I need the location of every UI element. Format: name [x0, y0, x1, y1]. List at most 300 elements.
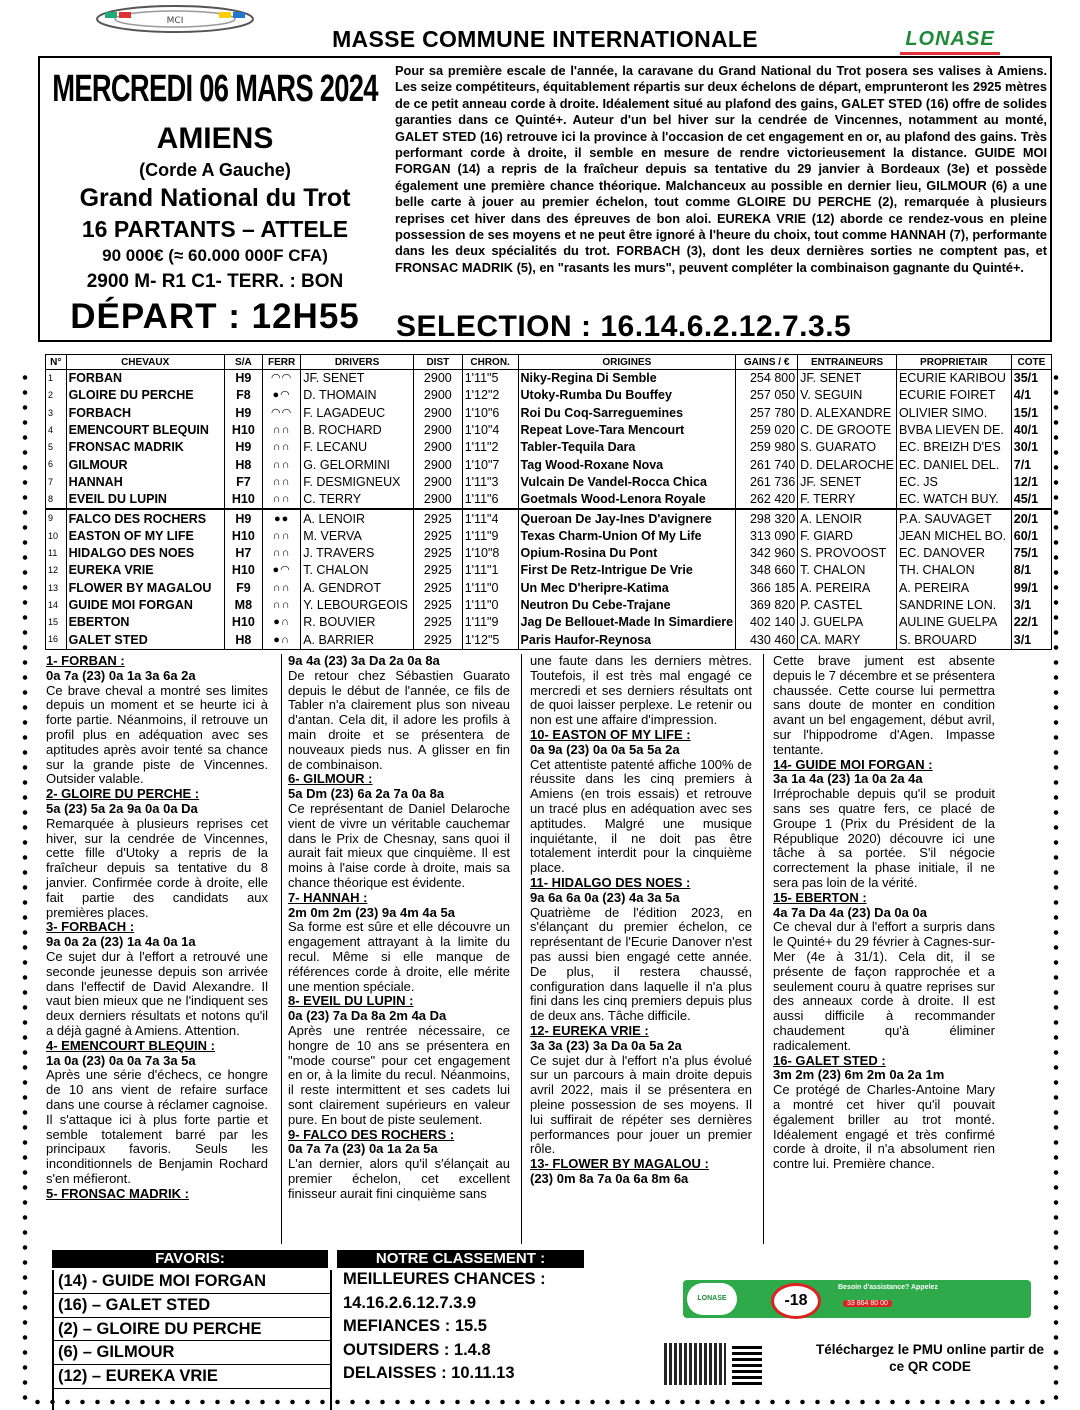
cell-chron: 1'11"9	[462, 528, 518, 545]
race-intro-text: Pour sa première escale de l'année, la caravane du Grand National du Trot posera ses valises à Amiens. Les seize compétiteurs, équitablement répartis sur deux échelons de départ, emprunteront les 2925 mètres de ce petit anneau corde à droite. Idéalement situé au plafond des gains, GALET STED (16) offre de solides garanties dans ce Quinté+. Auteur d'un bel hiver sur la cendrée de Vincennes, notamment au monté, GALET STED (16) retrouve ici la province à l'occasion de cet engagement en or, au plafond des gains. Très performant corde à droite, il semble en mesure de rendre victorieusement la distance. GUIDE MOI FORGAN (14) a repris de la fraîcheur depuis sa tentative du 29 janvier à Bordeaux (3e) et possède également une première chance théorique. Malchanceux au possible en dernier lieu, GILMOUR (6) a une belle carte à jouer au premier échelon, tout comme GLOIRE DU PERCHE (2), remarquée à plusieurs reprises cet hiver dans des épreuves de bon aloi. EUREKA VRIE (12) aborde ce rendez-vous en pleine possession de ses moyens et ne peut être ignoré à l'heure du choix, tout comme HANNAH (7), performante dans les deux spécialités du trot. FORBACH (3), dont les deux dernières sorties ne comptent pas, et FRONSAC MADRIK (5), en "rasants les murs", peuvent compléter la combinaison gagnante du Quinté+.	[395, 63, 1047, 275]
cell-owner: ECURIE FOIRET	[896, 387, 1011, 404]
cell-ferr: ●∩	[262, 631, 300, 649]
table-row	[46, 405, 1052, 422]
horse-form: 0a 7a (23) 0a 1a 3a 6a 2a	[46, 667, 196, 683]
cell-trainer: D. DELAROCHE	[798, 456, 897, 473]
cell-owner: OLIVIER SIMO.	[896, 405, 1011, 422]
cell-horse: FRONSAC MADRIK	[66, 439, 224, 456]
cell-n: 5	[46, 439, 67, 456]
horse-heading: 5- FRONSAC MADRIK :	[46, 1185, 189, 1201]
cell-dist: 2900	[413, 405, 462, 422]
cell-driver: A. BARRIER	[301, 631, 414, 649]
right-dot-border	[1053, 370, 1059, 1400]
cell-gains: 402 140	[736, 614, 798, 631]
cell-horse: GUIDE MOI FORGAN	[66, 597, 224, 614]
horse-form: 0a 9a (23) 0a 0a 5a 5a 2a	[530, 741, 680, 757]
classement-line: DELAISSES : 10.11.13	[343, 1364, 515, 1382]
cell-owner: EC. WATCH BUY.	[896, 491, 1011, 509]
cell-trainer: C. DE GROOTE	[798, 422, 897, 439]
cell-ferr: ●◠	[262, 562, 300, 579]
cell-gains: 257 050	[736, 387, 798, 404]
cell-chron: 1'10"7	[462, 456, 518, 473]
cell-n: 12	[46, 562, 67, 579]
cell-owner: TH. CHALON	[896, 562, 1011, 579]
cell-owner: EC. DANOVER	[896, 545, 1011, 562]
cell-n: 14	[46, 597, 67, 614]
comments-column-2	[288, 654, 510, 1201]
cell-sa: H8	[224, 631, 262, 649]
cell-orig: Niky-Regina Di Semble	[518, 370, 736, 388]
cell-gains: 262 420	[736, 491, 798, 509]
race-depart: DÉPART : 12H55	[70, 297, 360, 336]
cell-orig: Opium-Rosina Du Pont	[518, 545, 736, 562]
cell-driver: Y. LEBOURGEOIS	[301, 597, 414, 614]
cell-cote: 75/1	[1011, 545, 1051, 562]
cell-chron: 1'11"6	[462, 491, 518, 509]
cell-trainer: S. PROVOOST	[798, 545, 897, 562]
mci-logo-icon	[95, 4, 255, 34]
age-restriction-icon: -18	[771, 1283, 821, 1319]
comments-column-4	[773, 654, 995, 1172]
cell-n: 6	[46, 456, 67, 473]
horse-comment: Ce sujet dur à l'effort n'a plus évolué sur un parcours à main droite depuis avril 2022, mais il se présentera en pleine possession de ses moyens. Il lui suffirait de répéter ses dernières performances pour jouer un premier rôle.	[530, 1052, 752, 1157]
classement-line: OUTSIDERS : 1.4.8	[343, 1340, 491, 1359]
cell-ferr: ∩∩	[262, 439, 300, 456]
cell-horse: GLOIRE DU PERCHE	[66, 387, 224, 404]
horse-form: 9a 0a 2a (23) 1a 4a 0a 1a	[46, 934, 196, 950]
race-name: Grand National du Trot	[79, 184, 351, 212]
selection-line: SELECTION : 16.14.6.2.12.7.3.5	[396, 310, 852, 343]
horse-form: 3a 1a 4a (23) 1a 0a 2a 4a	[773, 771, 923, 787]
cell-owner: EC. DANIEL DEL.	[896, 456, 1011, 473]
cell-dist: 2925	[413, 614, 462, 631]
race-date: MERCREDI 06 MARS 2024	[52, 68, 378, 110]
responsible-gaming-banner	[683, 1280, 1031, 1318]
cell-chron: 1'12"5	[462, 631, 518, 649]
cell-sa: F7	[224, 474, 262, 491]
cell-horse: FALCO DES ROCHERS	[66, 509, 224, 527]
horse-comment: Après une série d'échecs, ce hongre de 10 ans vient de refaire surface dans une course à réclamer cagnoise. Il s'attaque ici à plus forte partie et semble totalement barré par les principaux favoris. Seuls les inconditionnels de Benjamin Rochard s'en méfieront.	[46, 1067, 268, 1186]
horse-comment: Ce représentant de Daniel Delaroche vient de vivre un véritable cauchemar dans le Prix de Chesnay, sans quoi il aurait fait mieux que cinquième. Il est moins à l'aise corde à droite, mais sa chance théorique est évidente.	[288, 800, 510, 890]
column-header: FERR	[262, 355, 300, 370]
favori-item: (14) - GUIDE MOI FORGAN	[54, 1270, 330, 1294]
cell-cote: 4/1	[1011, 387, 1051, 404]
cell-chron: 1'10"8	[462, 545, 518, 562]
comments-column-1	[46, 654, 268, 1201]
cell-dist: 2900	[413, 422, 462, 439]
cell-horse: EMENCOURT BLEQUIN	[66, 422, 224, 439]
race-partants: 16 PARTANTS – ATTELE	[81, 216, 349, 242]
race-city: AMIENS	[156, 122, 274, 155]
cell-trainer: F. TERRY	[798, 491, 897, 509]
cell-chron: 1'11"5	[462, 370, 518, 388]
horse-comment: Quatrième de l'édition 2023, en s'élançant du premier échelon, ce représentant de l'Ecurie Danover n'est pas aussi bien engagé cette année. De plus, il restera chaussé, configuration dans laquelle il n'a plus fini dans les cinq premiers depuis plus de deux ans. Tâche difficile.	[530, 904, 752, 1024]
table-row	[46, 528, 1052, 545]
cell-n: 2	[46, 387, 67, 404]
column-header: CHRON.	[462, 355, 518, 370]
cell-orig: Queroan De Jay-Ines D'avignere	[518, 509, 736, 527]
cell-gains: 261 736	[736, 474, 798, 491]
qr-code-icon[interactable]	[664, 1343, 726, 1385]
assistance-phone: 33 864 80 00	[843, 1300, 892, 1307]
horse-heading: 13- FLOWER BY MAGALOU :	[530, 1156, 709, 1172]
horse-form: 4a 7a Da 4a (23) Da 0a 0a	[773, 904, 927, 920]
cell-driver: F. DESMIGNEUX	[301, 474, 414, 491]
horse-form: 0a (23) 7a Da 8a 2m 4a Da	[288, 1008, 447, 1024]
table-row	[46, 422, 1052, 439]
horse-heading: 11- HIDALGO DES NOES :	[530, 874, 691, 890]
cell-driver: J. TRAVERS	[301, 545, 414, 562]
horse-comment: Ce cheval dur à l'effort a surpris dans le Quinté+ du 29 février à Cagnes-sur-Mer (4e à 31/1). Cela dit, il se présente de façon rapprochée et a seulement couru à quatre reprises sur des anneaux corde à droite. Il est aussi difficile à recommander chaudement qu'à éliminer radicalement.	[773, 919, 995, 1053]
cell-orig: Texas Charm-Union Of My Life	[518, 528, 736, 545]
horse-comment: Sa forme est sûre et elle découvre un engagement attrayant à la limite du recul. Même si elle manque de références corde à droite, elle mérite une mention spéciale.	[288, 919, 510, 994]
cell-horse: HIDALGO DES NOES	[66, 545, 224, 562]
cell-trainer: J. GUELPA	[798, 614, 897, 631]
column-header: CHEVAUX	[66, 355, 224, 370]
cell-n: 4	[46, 422, 67, 439]
cell-gains: 254 800	[736, 370, 798, 388]
cell-dist: 2925	[413, 528, 462, 545]
favori-item: (16) – GALET STED	[54, 1294, 330, 1318]
cell-chron: 1'12"2	[462, 387, 518, 404]
table-row	[46, 614, 1052, 631]
cell-orig: Vulcain De Vandel-Rocca Chica	[518, 474, 736, 491]
horse-heading: 10- EASTON OF MY LIFE :	[530, 726, 691, 742]
cell-chron: 1'10"4	[462, 422, 518, 439]
table-row	[46, 580, 1052, 597]
horse-comment: Irréprochable depuis qu'il se produit sans ses quatre fers, ce placé de Groupe 1 (Prix du Président de la République 2020) découvre ici une tâche à sa portée. S'il négocie correctement la phase initiale, il ne sera pas loin de la vérité.	[773, 786, 995, 890]
horse-form: 5a (23) 5a 2a 9a 0a 0a Da	[46, 800, 198, 816]
cell-orig: Neutron Du Cebe-Trajane	[518, 597, 736, 614]
lonase-wordmark: LONASE	[905, 28, 995, 50]
horse-heading: 16- GALET STED :	[773, 1052, 886, 1068]
column-header: GAINS / €	[736, 355, 798, 370]
horse-form: 9a 4a (23) 3a Da 2a 0a 8a	[288, 653, 440, 668]
cell-driver: JF. SENET	[301, 370, 414, 388]
horse-heading: 14- GUIDE MOI FORGAN :	[773, 756, 933, 772]
column-header: PROPRIETAIR	[896, 355, 1011, 370]
cell-sa: H9	[224, 370, 262, 388]
table-row	[46, 597, 1052, 614]
cell-horse: GALET STED	[66, 631, 224, 649]
column-header: ORIGINES	[518, 355, 736, 370]
cell-n: 7	[46, 474, 67, 491]
cell-orig: Utoky-Rumba Du Bouffey	[518, 387, 736, 404]
column-header: DIST	[413, 355, 462, 370]
cell-orig: Roi Du Coq-Sarreguemines	[518, 405, 736, 422]
cell-owner: A. PEREIRA	[896, 580, 1011, 597]
cell-ferr: ∩∩	[262, 474, 300, 491]
cell-trainer: CA. MARY	[798, 631, 897, 649]
horse-heading: 4- EMENCOURT BLEQUIN :	[46, 1037, 215, 1053]
cell-sa: H10	[224, 528, 262, 545]
cell-trainer: V. SEGUIN	[798, 387, 897, 404]
cell-cote: 3/1	[1011, 597, 1051, 614]
cell-dist: 2925	[413, 545, 462, 562]
cell-ferr: ∩∩	[262, 528, 300, 545]
classement-title: NOTRE CLASSEMENT :	[337, 1250, 584, 1268]
horse-comment: Ce sujet dur à l'effort a retrouvé une seconde jeunesse depuis son arrivée dans l'effectif de David Alexandre. Il vaut bien mieux que ne l'indiquent ses deux derniers résultats et notons qu'il a déjà gagné à Amiens. Attention.	[46, 948, 268, 1038]
cell-chron: 1'11"0	[462, 580, 518, 597]
cell-n: 8	[46, 491, 67, 509]
cell-n: 10	[46, 528, 67, 545]
cell-cote: 3/1	[1011, 631, 1051, 649]
favoris-title: FAVORIS:	[52, 1250, 328, 1268]
cell-sa: H10	[224, 614, 262, 631]
column-header: DRIVERS	[301, 355, 414, 370]
cell-gains: 313 090	[736, 528, 798, 545]
cell-dist: 2900	[413, 370, 462, 388]
cell-horse: FLOWER BY MAGALOU	[66, 580, 224, 597]
table-row	[46, 509, 1052, 527]
cell-cote: 7/1	[1011, 456, 1051, 473]
horse-heading: 15- EBERTON :	[773, 889, 867, 905]
cell-gains: 348 660	[736, 562, 798, 579]
cell-driver: C. TERRY	[301, 491, 414, 509]
cell-gains: 257 780	[736, 405, 798, 422]
cell-driver: F. LECANU	[301, 439, 414, 456]
cell-ferr: ◠◠	[262, 405, 300, 422]
cell-ferr: ∩∩	[262, 491, 300, 509]
table-row	[46, 631, 1052, 649]
cell-n: 13	[46, 580, 67, 597]
cell-orig: First De Retz-Intrigue De Vrie	[518, 562, 736, 579]
cell-dist: 2925	[413, 509, 462, 527]
column-header: N°	[46, 355, 67, 370]
cell-horse: EVEIL DU LUPIN	[66, 491, 224, 509]
cell-owner: BVBA LIEVEN DE.	[896, 422, 1011, 439]
cell-sa: H10	[224, 562, 262, 579]
cell-dist: 2900	[413, 474, 462, 491]
cell-chron: 1'11"0	[462, 597, 518, 614]
horse-heading: 6- GILMOUR :	[288, 771, 373, 787]
cell-gains: 366 185	[736, 580, 798, 597]
cell-orig: Repeat Love-Tara Mencourt	[518, 422, 736, 439]
cell-sa: F9	[224, 580, 262, 597]
column-header: COTE	[1011, 355, 1051, 370]
cell-orig: Tag Wood-Roxane Nova	[518, 456, 736, 473]
cell-cote: 35/1	[1011, 370, 1051, 388]
cell-trainer: D. ALEXANDRE	[798, 405, 897, 422]
table-row	[46, 545, 1052, 562]
cell-cote: 15/1	[1011, 405, 1051, 422]
cell-trainer: A. PEREIRA	[798, 580, 897, 597]
left-dot-border	[22, 370, 28, 1400]
horse-comment: Remarquée à plusieurs reprises cet hiver, sur la cendrée de Vincennes, cette fille d'Utoky a repris de la fraîcheur depuis sa tentative du 8 janvier. Confirmée corde à droite, elle fait partie des candidats aux premières places.	[46, 815, 268, 920]
cell-trainer: P. CASTEL	[798, 597, 897, 614]
favori-item: (12) – EUREKA VRIE	[54, 1365, 330, 1389]
favoris-list	[52, 1270, 332, 1410]
cell-orig: Tabler-Tequila Dara	[518, 439, 736, 456]
cell-sa: H9	[224, 439, 262, 456]
horse-form: 3m 2m (23) 6m 2m 0a 2a 1m	[773, 1067, 945, 1083]
horse-comment: De retour chez Sébastien Guarato depuis le début de l'année, ce fils de Tabler n'a clairement plus son niveau d'antan. Cela dit, il adore les profils à main droite et se présentera de nouveaux pieds nus. A glisser en fin de combinaison.	[288, 667, 510, 772]
horse-heading: 2- GLOIRE DU PERCHE :	[46, 786, 200, 802]
cell-chron: 1'11"3	[462, 474, 518, 491]
cell-driver: R. BOUVIER	[301, 614, 414, 631]
cell-orig: Un Mec D'heripre-Katima	[518, 580, 736, 597]
cell-sa: H7	[224, 545, 262, 562]
cell-owner: EC. JS	[896, 474, 1011, 491]
cell-cote: 45/1	[1011, 491, 1051, 509]
cell-dist: 2925	[413, 631, 462, 649]
horse-heading: 12- EUREKA VRIE :	[530, 1022, 649, 1038]
cell-n: 3	[46, 405, 67, 422]
assistance-text: Besoin d'assistance? Appelez	[838, 1284, 938, 1291]
cell-driver: G. GELORMINI	[301, 456, 414, 473]
horse-heading: 9- FALCO DES ROCHERS :	[288, 1126, 455, 1142]
cell-sa: H9	[224, 509, 262, 527]
cell-dist: 2925	[413, 597, 462, 614]
cell-owner: EC. BREIZH D'ES	[896, 439, 1011, 456]
cell-trainer: JF. SENET	[798, 370, 897, 388]
cell-dist: 2925	[413, 580, 462, 597]
masthead-title: MASSE COMMUNE INTERNATIONALE	[332, 26, 758, 52]
horse-form: 1a 0a (23) 0a 0a 7a 3a 5a	[46, 1052, 196, 1068]
classement-list	[343, 1268, 663, 1386]
classement-line: MEILLEURES CHANCES :	[343, 1270, 546, 1288]
cell-ferr: ●●	[262, 509, 300, 527]
horse-form: 2m 0m 2m (23) 9a 4m 4a 5a	[288, 904, 455, 920]
cell-horse: EBERTON	[66, 614, 224, 631]
cell-owner: SANDRINE LON.	[896, 597, 1011, 614]
cell-trainer: A. LENOIR	[798, 509, 897, 527]
horse-comment: une faute dans les derniers mètres. Toutefois, il est très mal engagé ce mercredi et ses derniers résultats ont de quoi laisser perplexe. Le retenir ou non est une affaire d'impression.	[530, 653, 752, 728]
cell-owner: S. BROUARD	[896, 631, 1011, 649]
cell-n: 9	[46, 509, 67, 527]
cell-cote: 60/1	[1011, 528, 1051, 545]
cell-ferr: ∩∩	[262, 597, 300, 614]
horse-comment: Ce brave cheval a montré ses limites depuis un moment et se heurte ici à forte partie. Néanmoins, il retrouve un profil plus en adéquation avec ses aptitudes après avoir tenté sa chance sur la grande piste de Vincennes. Outsider valable.	[46, 682, 268, 787]
horse-form: 0a 7a 7a (23) 0a 1a 2a 5a	[288, 1141, 438, 1157]
cell-driver: B. ROCHARD	[301, 422, 414, 439]
table-row	[46, 439, 1052, 456]
cell-cote: 8/1	[1011, 562, 1051, 579]
horse-comment: Cet attentiste patenté affiche 100% de réussite dans les cinq premiers à Amiens (en trois essais) et retrouve un tracé plus en adéquation avec ses aptitudes. Malgré une musique inquiétante, il ne doit pas être totalement interdit pour la cinquième place.	[530, 756, 752, 876]
horse-heading: 3- FORBACH :	[46, 919, 135, 935]
horse-form: (23) 0m 8a 7a 0a 6a 8m 6a	[530, 1170, 689, 1186]
classement-line: MEFIANCES : 15.5	[343, 1317, 487, 1335]
horse-form: 5a Dm (23) 6a 2a 7a 0a 8a	[288, 786, 445, 802]
horse-comment: Après une rentrée nécessaire, ce hongre de 10 ans se présentera en "mode course" pour cet engagement en or, à la limite du recul. Néanmoins, il reste intermittent et ses cadets lui sont clairement supérieurs en valeur pure. En bout de piste seulement.	[288, 1022, 510, 1127]
cell-chron: 1'11"4	[462, 509, 518, 527]
cell-sa: M8	[224, 597, 262, 614]
cell-gains: 369 820	[736, 597, 798, 614]
column-header: ENTRAINEURS	[798, 355, 897, 370]
table-row	[46, 370, 1052, 388]
cell-owner: AULINE GUELPA	[896, 614, 1011, 631]
horse-heading: 8- EVEIL DU LUPIN :	[288, 993, 414, 1009]
cell-chron: 1'11"2	[462, 439, 518, 456]
cell-orig: Goetmals Wood-Lenora Royale	[518, 491, 736, 509]
cell-chron: 1'10"6	[462, 405, 518, 422]
cell-horse: GILMOUR	[66, 456, 224, 473]
table-row	[46, 562, 1052, 579]
cell-dist: 2925	[413, 562, 462, 579]
cell-horse: HANNAH	[66, 474, 224, 491]
cell-ferr: ∩∩	[262, 545, 300, 562]
cell-ferr: ◠◠	[262, 370, 300, 388]
cell-driver: D. THOMAIN	[301, 387, 414, 404]
cell-trainer: F. GIARD	[798, 528, 897, 545]
cell-ferr: ∩∩	[262, 456, 300, 473]
table-header-row	[46, 355, 1052, 370]
cell-chron: 1'11"9	[462, 614, 518, 631]
cell-orig: Jag De Bellouet-Made In Simardiere	[518, 614, 736, 631]
cell-sa: F8	[224, 387, 262, 404]
horse-heading: 1- FORBAN :	[46, 653, 125, 668]
cell-cote: 20/1	[1011, 509, 1051, 527]
cell-gains: 298 320	[736, 509, 798, 527]
horse-comment: Ce protégé de Charles-Antoine Mary a montré cet hiver qu'il pouvait également briller au trot monté. Idéalement engagé et très confirmé corde à droite, il n'a absolument rien contre lui. Première chance.	[773, 1082, 995, 1172]
cell-cote: 22/1	[1011, 614, 1051, 631]
horse-heading: 7- HANNAH :	[288, 889, 368, 905]
cell-trainer: JF. SENET	[798, 474, 897, 491]
cell-sa: H10	[224, 491, 262, 509]
cell-owner: JEAN MICHEL BO.	[896, 528, 1011, 545]
cell-cote: 99/1	[1011, 580, 1051, 597]
cell-dist: 2900	[413, 456, 462, 473]
cell-n: 11	[46, 545, 67, 562]
cell-gains: 259 020	[736, 422, 798, 439]
cell-ferr: ●∩	[262, 614, 300, 631]
cell-gains: 259 980	[736, 439, 798, 456]
cell-trainer: T. CHALON	[798, 562, 897, 579]
cell-gains: 342 960	[736, 545, 798, 562]
race-prize: 90 000€ (≈ 60.000 000F CFA)	[102, 246, 328, 265]
qr-code-icon	[732, 1343, 762, 1385]
cell-n: 1	[46, 370, 67, 388]
table-row	[46, 474, 1052, 491]
race-info-block	[45, 60, 385, 338]
classement-line: 14.16.2.6.12.7.3.9	[343, 1293, 477, 1312]
cell-horse: FORBACH	[66, 405, 224, 422]
cell-dist: 2900	[413, 387, 462, 404]
cell-horse: EASTON OF MY LIFE	[66, 528, 224, 545]
favori-item: (2) – GLOIRE DU PERCHE	[54, 1318, 330, 1342]
cell-orig: Paris Haufor-Reynosa	[518, 631, 736, 649]
table-row	[46, 456, 1052, 473]
cell-driver: T. CHALON	[301, 562, 414, 579]
cell-cote: 30/1	[1011, 439, 1051, 456]
cell-driver: M. VERVA	[301, 528, 414, 545]
cell-gains: 261 740	[736, 456, 798, 473]
horse-comment: Cette brave jument est absente depuis le 7 décembre et se présentera chaussée. Cette course lui permettra sans doute de monter en condition avant un bel engagement, début avril, sur l'hippodrome d'Agen. Impasse tentante.	[773, 653, 995, 757]
cell-horse: FORBAN	[66, 370, 224, 388]
horse-form: 3a 3a (23) 3a Da 0a 5a 2a	[530, 1037, 682, 1053]
race-corde: (Corde A Gauche)	[139, 160, 291, 180]
cell-cote: 40/1	[1011, 422, 1051, 439]
cell-horse: EUREKA VRIE	[66, 562, 224, 579]
lonase-badge-icon: LONASE	[687, 1283, 737, 1315]
comments-column-3	[530, 654, 752, 1187]
qr-download-text: Téléchargez le PMU online partir de ce QR CODE	[815, 1342, 1045, 1374]
lonase-logo-icon	[890, 10, 1010, 50]
cell-driver: F. LAGADEUC	[301, 405, 414, 422]
cell-dist: 2900	[413, 439, 462, 456]
cell-owner: P.A. SAUVAGET	[896, 509, 1011, 527]
column-header: S/A	[224, 355, 262, 370]
cell-cote: 12/1	[1011, 474, 1051, 491]
runners-table	[45, 354, 1052, 650]
cell-owner: ECURIE KARIBOU	[896, 370, 1011, 388]
cell-chron: 1'11"1	[462, 562, 518, 579]
table-row	[46, 387, 1052, 404]
cell-driver: A. LENOIR	[301, 509, 414, 527]
cell-n: 15	[46, 614, 67, 631]
race-details: 2900 M- R1 C1- TERR. : BON	[86, 271, 344, 292]
cell-ferr: ∩∩	[262, 580, 300, 597]
